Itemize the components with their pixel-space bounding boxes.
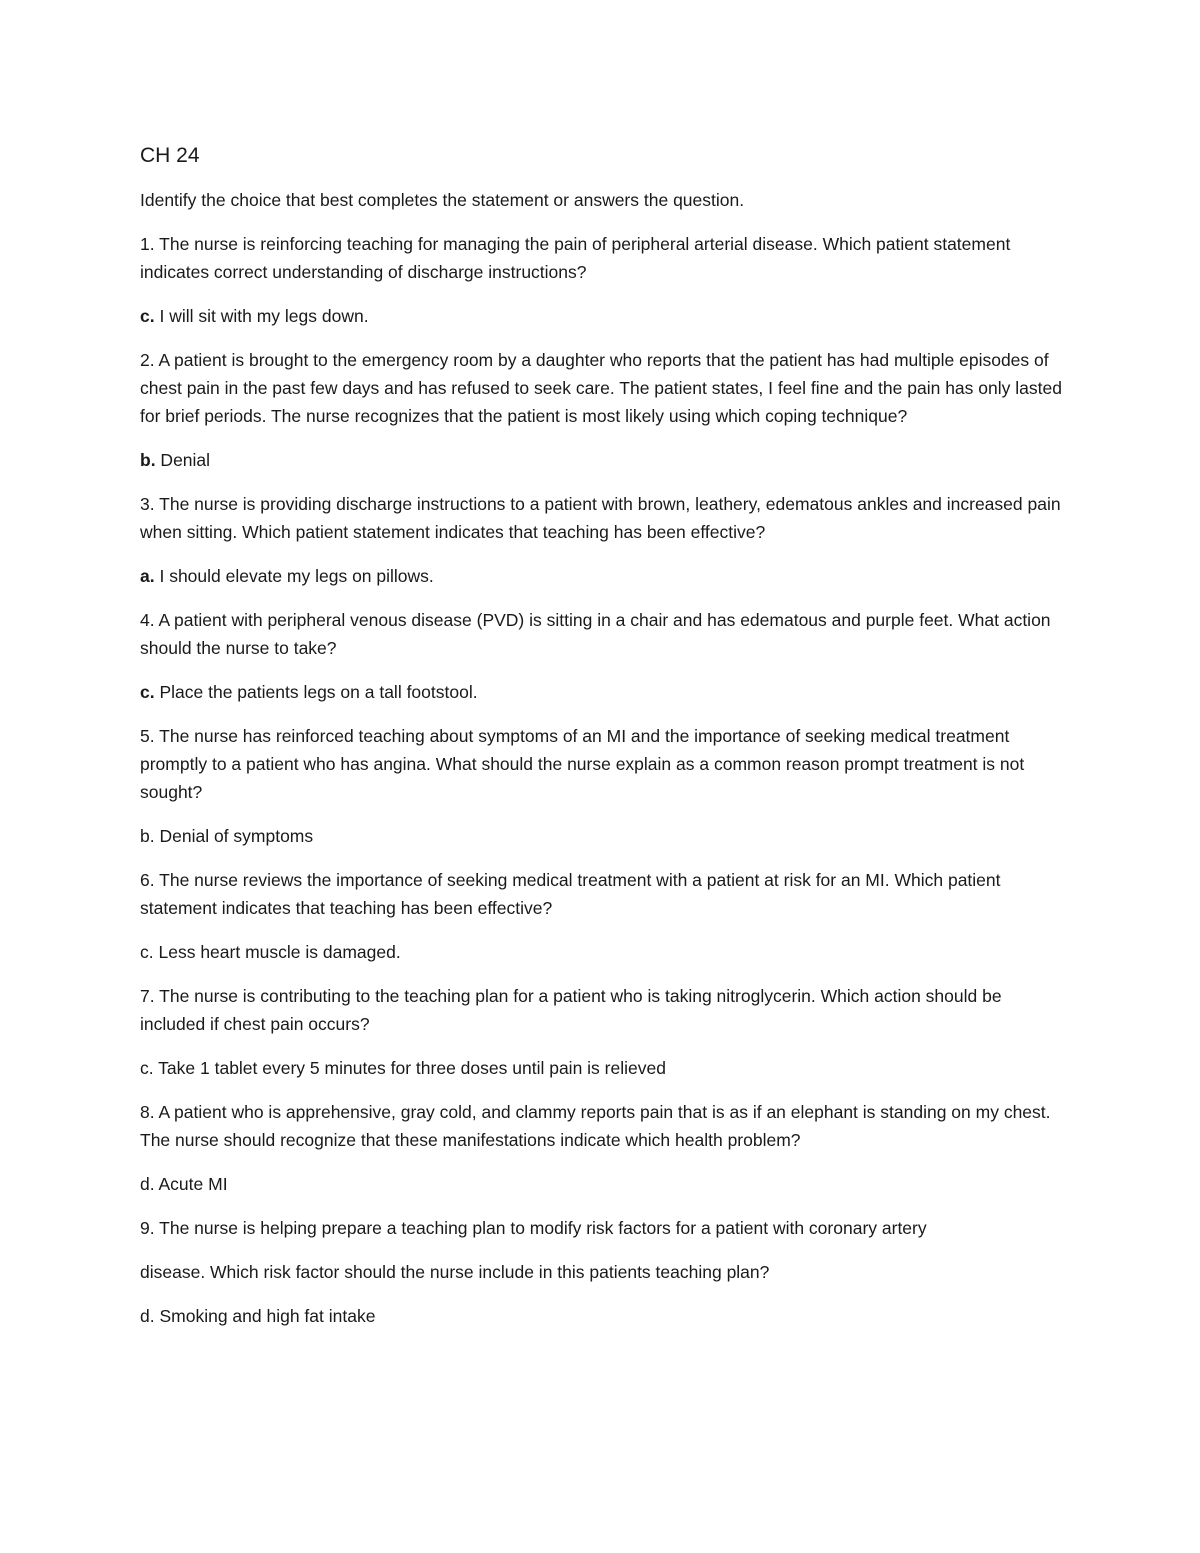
answer-letter: c. xyxy=(140,1058,154,1078)
question-3: 3. The nurse is providing discharge instructions to a patient with brown, leathery, edematous ankles and increased pain when sitting. Which patient statement indicates that teaching has been effective? xyxy=(140,494,1061,542)
question-1: 1. The nurse is reinforcing teaching for managing the pain of peripheral arterial disease. Which patient statement indicates correct understanding of discharge instructions? xyxy=(140,234,1011,282)
answer-3 xyxy=(140,562,1070,590)
answer-letter: d. xyxy=(140,1174,155,1194)
answer-text: I will sit with my legs down. xyxy=(154,306,369,326)
answer-1 xyxy=(140,302,1070,330)
document-page xyxy=(140,142,1070,1346)
answer-text: Less heart muscle is damaged. xyxy=(153,942,401,962)
question-4: 4. A patient with peripheral venous disease (PVD) is sitting in a chair and has edematous and purple feet. What action should the nurse to take? xyxy=(140,610,1051,658)
instructions-text: Identify the choice that best completes the statement or answers the question. xyxy=(140,190,745,210)
answer-2 xyxy=(140,446,1070,474)
question-6: 6. The nurse reviews the importance of seeking medical treatment with a patient at risk for an MI. Which patient statement indicates that teaching has been effective? xyxy=(140,870,1001,918)
answer-text: Denial of symptoms xyxy=(154,826,314,846)
answer-text: Smoking and high fat intake xyxy=(154,1306,376,1326)
answer-letter: c. xyxy=(140,306,155,326)
answer-text: Place the patients legs on a tall footstool. xyxy=(154,682,478,702)
answer-letter: c. xyxy=(140,942,154,962)
answer-letter: c. xyxy=(140,682,155,702)
answer-6 xyxy=(140,938,1070,966)
answer-7 xyxy=(140,1054,1070,1082)
question-7: 7. The nurse is contributing to the teaching plan for a patient who is taking nitroglycerin. Which action should be included if chest pain occurs? xyxy=(140,986,1002,1034)
question-9-line-1: 9. The nurse is helping prepare a teaching plan to modify risk factors for a patient with coronary artery xyxy=(140,1218,927,1238)
answer-letter: a. xyxy=(140,566,155,586)
answer-text: Acute MI xyxy=(154,1174,228,1194)
answer-9 xyxy=(140,1302,1070,1330)
question-9-line-2: disease. Which risk factor should the nurse include in this patients teaching plan? xyxy=(140,1262,770,1282)
question-5: 5. The nurse has reinforced teaching about symptoms of an MI and the importance of seeking medical treatment promptly to a patient who has angina. What should the nurse explain as a common reason prompt treatment is not sought? xyxy=(140,726,1025,802)
question-9 xyxy=(140,1214,1070,1286)
answer-5 xyxy=(140,822,1070,850)
answer-4 xyxy=(140,678,1070,706)
answer-text: Denial xyxy=(155,450,211,470)
answer-letter: b. xyxy=(140,826,155,846)
answer-text: I should elevate my legs on pillows. xyxy=(154,566,434,586)
answer-text: Take 1 tablet every 5 minutes for three doses until pain is relieved xyxy=(153,1058,666,1078)
answer-8 xyxy=(140,1170,1070,1198)
answer-letter: b. xyxy=(140,450,156,470)
question-8: 8. A patient who is apprehensive, gray cold, and clammy reports pain that is as if an elephant is standing on my chest. The nurse should recognize that these manifestations indicate which health problem? xyxy=(140,1102,1051,1150)
answer-letter: d. xyxy=(140,1306,155,1326)
chapter-title: CH 24 xyxy=(140,144,200,167)
question-2: 2. A patient is brought to the emergency room by a daughter who reports that the patient has had multiple episodes of chest pain in the past few days and has refused to seek care. The patient states, I feel fine and the pain has only lasted for brief periods. The nurse recognizes that the patient is most likely using which coping technique? xyxy=(140,350,1062,426)
